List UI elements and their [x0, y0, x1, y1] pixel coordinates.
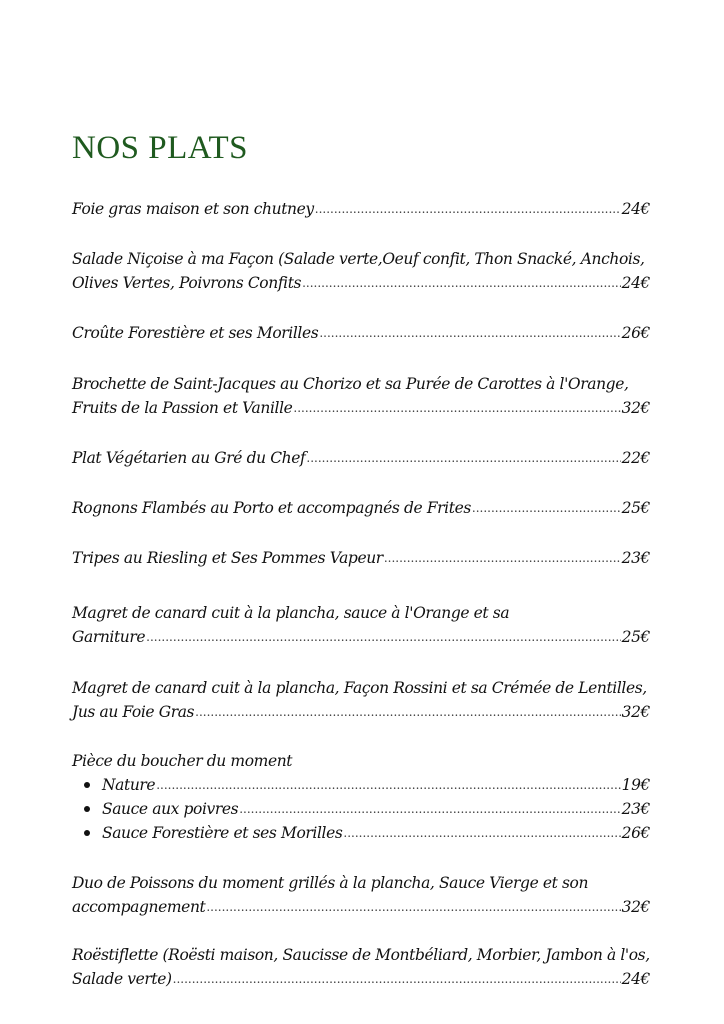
menu-item-croute-forestiere: [72, 321, 650, 345]
dot-leader: [315, 196, 621, 221]
item-name: Foie gras maison et son chutney: [72, 200, 314, 218]
item-name-cont: accompagnement: [72, 898, 206, 916]
item-price: 32€: [621, 898, 650, 916]
item-price: 25€: [621, 499, 650, 517]
dot-leader: [319, 320, 620, 345]
item-price: 32€: [621, 703, 650, 721]
menu-item-magret-rossini: [72, 676, 650, 724]
item-name-cont: Salade verte): [72, 970, 172, 988]
item-price: 24€: [621, 274, 650, 292]
option-sauce-forestiere: [72, 821, 650, 845]
bullet-icon: [84, 806, 90, 812]
dot-leader: [146, 624, 620, 649]
option-price: 26€: [621, 824, 650, 842]
item-name-cont: Jus au Foie Gras: [72, 703, 195, 721]
item-name-cont: Olives Vertes, Poivrons Confits: [72, 274, 302, 292]
item-name-cont: Garniture: [72, 628, 146, 646]
item-name: Magret de canard cuit à la plancha, sauce à l'Orange et sa: [72, 604, 510, 622]
item-price: 25€: [621, 628, 650, 646]
option-sauce-poivres: [72, 797, 650, 821]
item-price: 23€: [621, 549, 650, 567]
bullet-icon: [84, 782, 90, 788]
item-price: 24€: [621, 200, 650, 218]
dot-leader: [156, 772, 620, 797]
menu-item-salade-nicoise: [72, 247, 650, 295]
item-price: 22€: [621, 449, 650, 467]
menu-item-plat-vegetarien: [72, 446, 650, 470]
item-price: 24€: [621, 970, 650, 988]
dot-leader: [343, 820, 620, 845]
dot-leader: [472, 495, 621, 520]
menu-item-roestiflette: [72, 943, 650, 991]
item-name: Tripes au Riesling et Ses Pommes Vapeur: [72, 549, 383, 567]
item-name: Brochette de Saint-Jacques au Chorizo et sa Purée de Carottes à l'Orange,: [72, 375, 629, 393]
item-name: Croûte Forestière et ses Morilles: [72, 324, 319, 342]
menu-item-magret-orange: [72, 601, 650, 649]
dot-leader: [302, 270, 621, 295]
option-name: Sauce aux poivres: [102, 800, 239, 818]
dot-leader: [306, 445, 620, 470]
item-name: Salade Niçoise à ma Façon (Salade verte,Oeuf confit, Thon Snacké, Anchois,: [72, 250, 645, 268]
menu-item-foie-gras: [72, 197, 650, 221]
menu-item-piece-du-boucher: [72, 749, 650, 845]
menu-item-brochette-saint-jacques: [72, 372, 650, 420]
dot-leader: [195, 699, 620, 724]
option-name: Nature: [102, 776, 156, 794]
option-nature: [72, 773, 650, 797]
item-price: 26€: [621, 324, 650, 342]
option-name: Sauce Forestière et ses Morilles: [102, 824, 343, 842]
item-name: Roëstiflette (Roësti maison, Saucisse de Montbéliard, Morbier, Jambon à l'os,: [72, 946, 650, 964]
menu-item-tripes: [72, 546, 650, 570]
menu-item-duo-poissons: [72, 871, 650, 919]
item-name: Pièce du boucher du moment: [72, 752, 293, 770]
item-name: Rognons Flambés au Porto et accompagnés de Frites: [72, 499, 471, 517]
dot-leader: [293, 395, 620, 420]
menu-item-rognons: [72, 496, 650, 520]
item-price: 32€: [621, 399, 650, 417]
item-name: Plat Végétarien au Gré du Chef: [72, 449, 306, 467]
dot-leader: [239, 796, 620, 821]
page-title: NOS PLATS: [72, 130, 248, 166]
option-price: 23€: [621, 800, 650, 818]
dot-leader: [206, 894, 620, 919]
dot-leader: [384, 545, 621, 570]
item-name-cont: Fruits de la Passion et Vanille: [72, 399, 293, 417]
item-name: Magret de canard cuit à la plancha, Façon Rossini et sa Crémée de Lentilles,: [72, 679, 647, 697]
dot-leader: [173, 966, 621, 991]
item-name: Duo de Poissons du moment grillés à la plancha, Sauce Vierge et son: [72, 874, 589, 892]
option-price: 19€: [621, 776, 650, 794]
bullet-icon: [84, 830, 90, 836]
